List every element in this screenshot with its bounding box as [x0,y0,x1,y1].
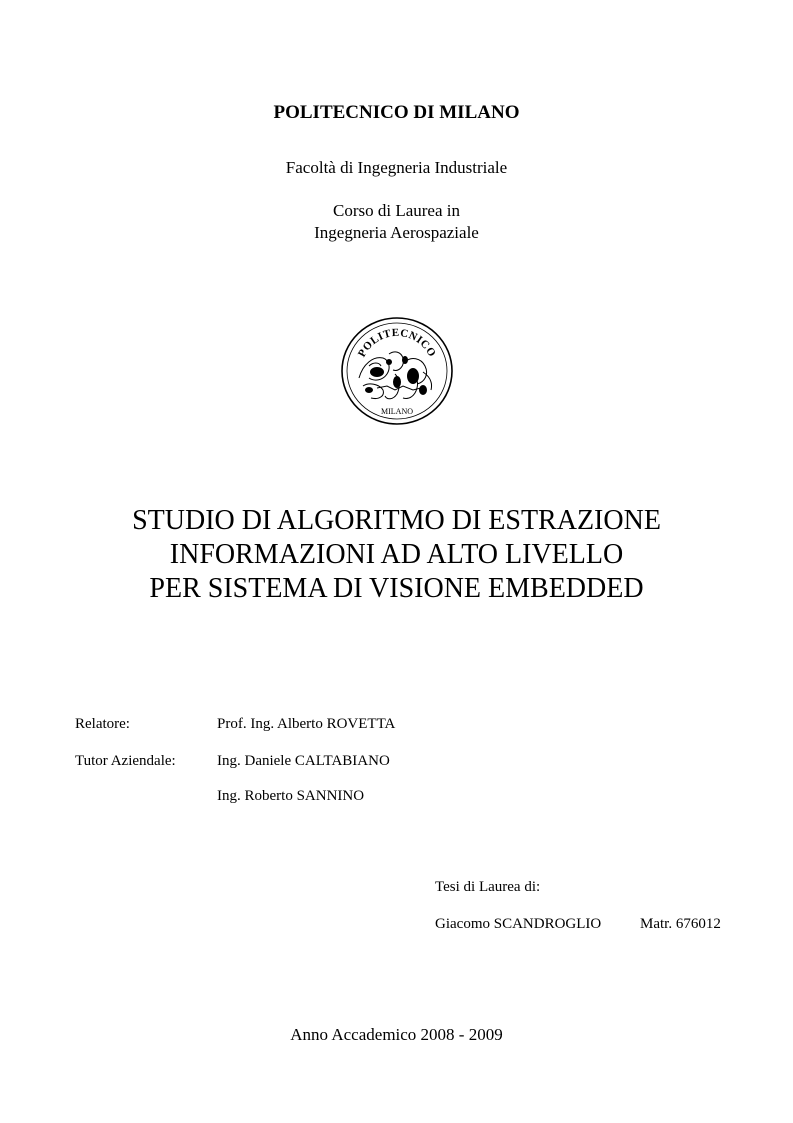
candidate-name: Giacomo SCANDROGLIO [435,916,602,932]
university-seal-logo [339,316,455,426]
svg-text:POLITECNICO: POLITECNICO [355,326,439,360]
tutor-label: Tutor Aziendale: [75,753,176,769]
course-line-1: Corso di Laurea in [333,201,460,220]
thesis-title [0,504,793,606]
svg-text:MILANO: MILANO [381,407,413,416]
academic-year: Anno Accademico 2008 - 2009 [290,1025,503,1044]
faculty-name: Facoltà di Ingegneria Industriale [285,158,508,177]
university-name: POLITECNICO DI MILANO [273,102,520,123]
course-line-2: Ingegneria Aerospaziale [314,223,479,242]
relatore-label: Relatore: [75,716,130,732]
seal-icon [339,316,455,426]
candidate-label: Tesi di Laurea di: [435,879,541,895]
course-of-study [0,200,793,244]
thesis-title-line-3: PER SISTEMA DI VISIONE EMBEDDED [149,573,644,604]
relatore-name: Prof. Ing. Alberto ROVETTA [217,716,396,732]
candidate-matricola: Matr. 676012 [640,916,721,932]
tutor-name-1: Ing. Daniele CALTABIANO [217,753,390,769]
tutor-name-2: Ing. Roberto SANNINO [217,788,365,804]
thesis-title-line-1: STUDIO DI ALGORITMO DI ESTRAZIONE [132,505,661,536]
thesis-title-line-2: INFORMAZIONI AD ALTO LIVELLO [169,539,624,570]
